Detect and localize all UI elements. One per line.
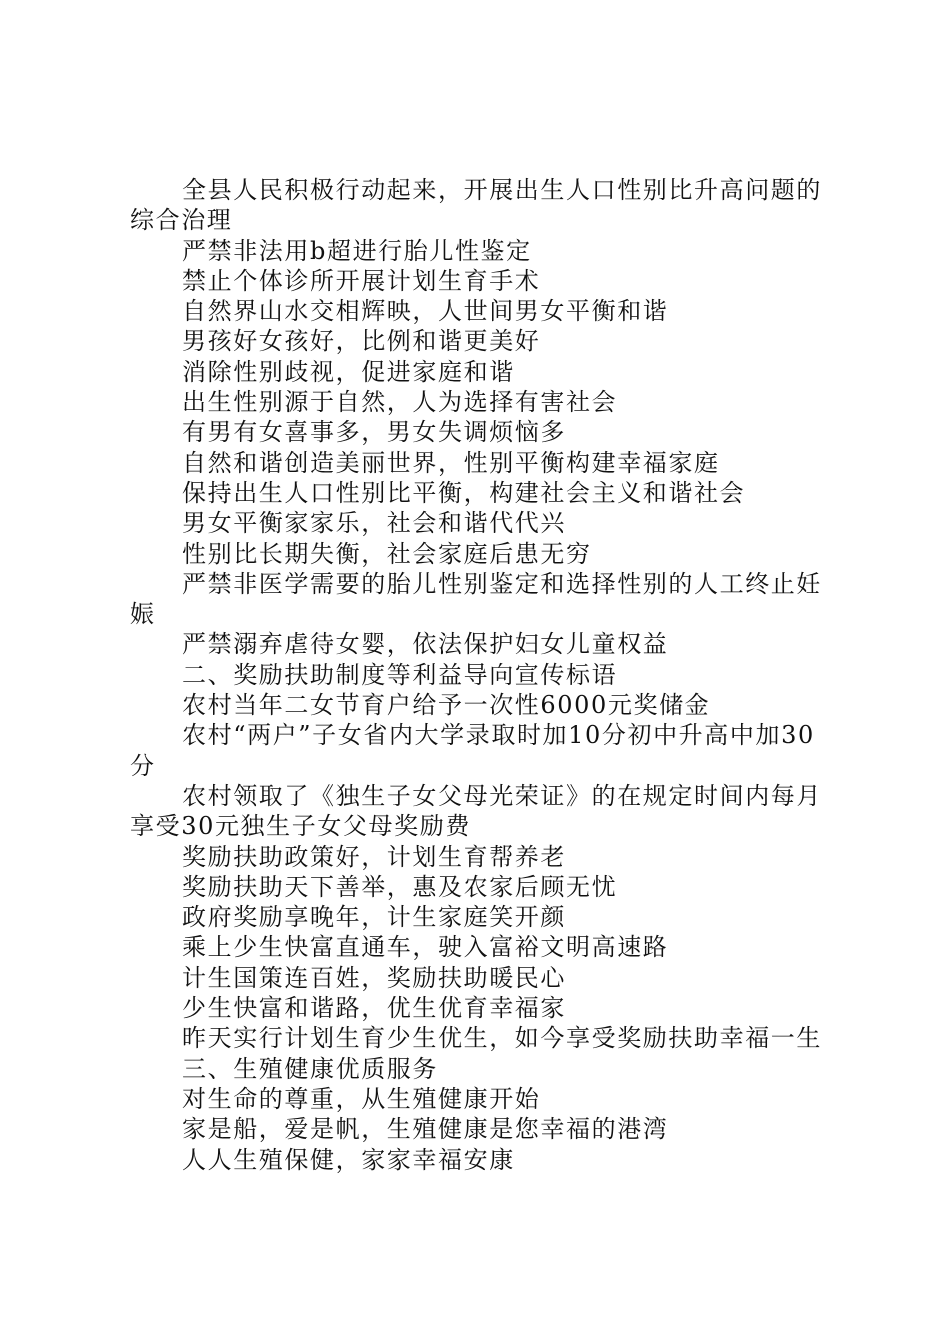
- document-body: [130, 175, 834, 1175]
- section-heading: 三、生殖健康优质服务: [182, 1054, 438, 1083]
- paragraph: 自然界山水交相辉映，人世间男女平衡和谐: [182, 297, 669, 326]
- paragraph: 保持出生人口性别比平衡，构建社会主义和谐社会: [182, 478, 746, 507]
- section-heading: 二、奖励扶助制度等利益导向宣传标语: [182, 660, 618, 689]
- paragraph: 家是船，爱是帆，生殖健康是您幸福的港湾: [182, 1115, 669, 1144]
- paragraph: 严禁溺弃虐待女婴，依法保护妇女儿童权益: [182, 630, 669, 659]
- paragraph: 男孩好女孩好，比例和谐更美好: [182, 327, 541, 356]
- paragraph: 农村领取了《独生子女父母光荣证》的在规定时间内每月享受30元独生子女父母奖励费: [130, 781, 822, 841]
- paragraph: 出生性别源于自然，人为选择有害社会: [182, 388, 618, 417]
- paragraph: 性别比长期失衡，社会家庭后患无穷: [182, 539, 592, 568]
- paragraph: 农村“两户”子女省内大学录取时加10分初中升高中加30分: [130, 721, 815, 780]
- paragraph: 农村当年二女节育户给予一次性6000元奖储金: [182, 691, 711, 720]
- paragraph: 自然和谐创造美丽世界，性别平衡构建幸福家庭: [182, 448, 720, 477]
- paragraph: 消除性别歧视，促进家庭和谐: [182, 357, 515, 386]
- paragraph: 乘上少生快富直通车，驶入富裕文明高速路: [182, 933, 669, 962]
- paragraph: 奖励扶助天下善举，惠及农家后顾无忧: [182, 872, 618, 901]
- paragraph: 奖励扶助政策好，计划生育帮养老: [182, 842, 566, 871]
- paragraph: 男女平衡家家乐，社会和谐代代兴: [182, 509, 566, 538]
- paragraph: 对生命的尊重，从生殖健康开始: [182, 1084, 541, 1113]
- paragraph: 政府奖励享晚年，计生家庭笑开颜: [182, 903, 566, 932]
- paragraph: 昨天实行计划生育少生优生，如今享受奖励扶助幸福一生: [182, 1024, 822, 1053]
- paragraph: 全县人民积极行动起来，开展出生人口性别比升高问题的综合治理: [130, 176, 822, 235]
- paragraph: 严禁非医学需要的胎儿性别鉴定和选择性别的人工终止妊娠: [130, 569, 822, 629]
- paragraph: 禁止个体诊所开展计划生育手术: [182, 266, 541, 295]
- paragraph: 严禁非法用b超进行胎儿性鉴定: [182, 236, 532, 265]
- paragraph: 有男有女喜事多，男女失调烦恼多: [182, 418, 566, 447]
- paragraph: 计生国策连百姓，奖励扶助暖民心: [182, 963, 566, 992]
- paragraph: 人人生殖保健，家家幸福安康: [182, 1145, 515, 1174]
- paragraph: 少生快富和谐路，优生优育幸福家: [182, 994, 566, 1023]
